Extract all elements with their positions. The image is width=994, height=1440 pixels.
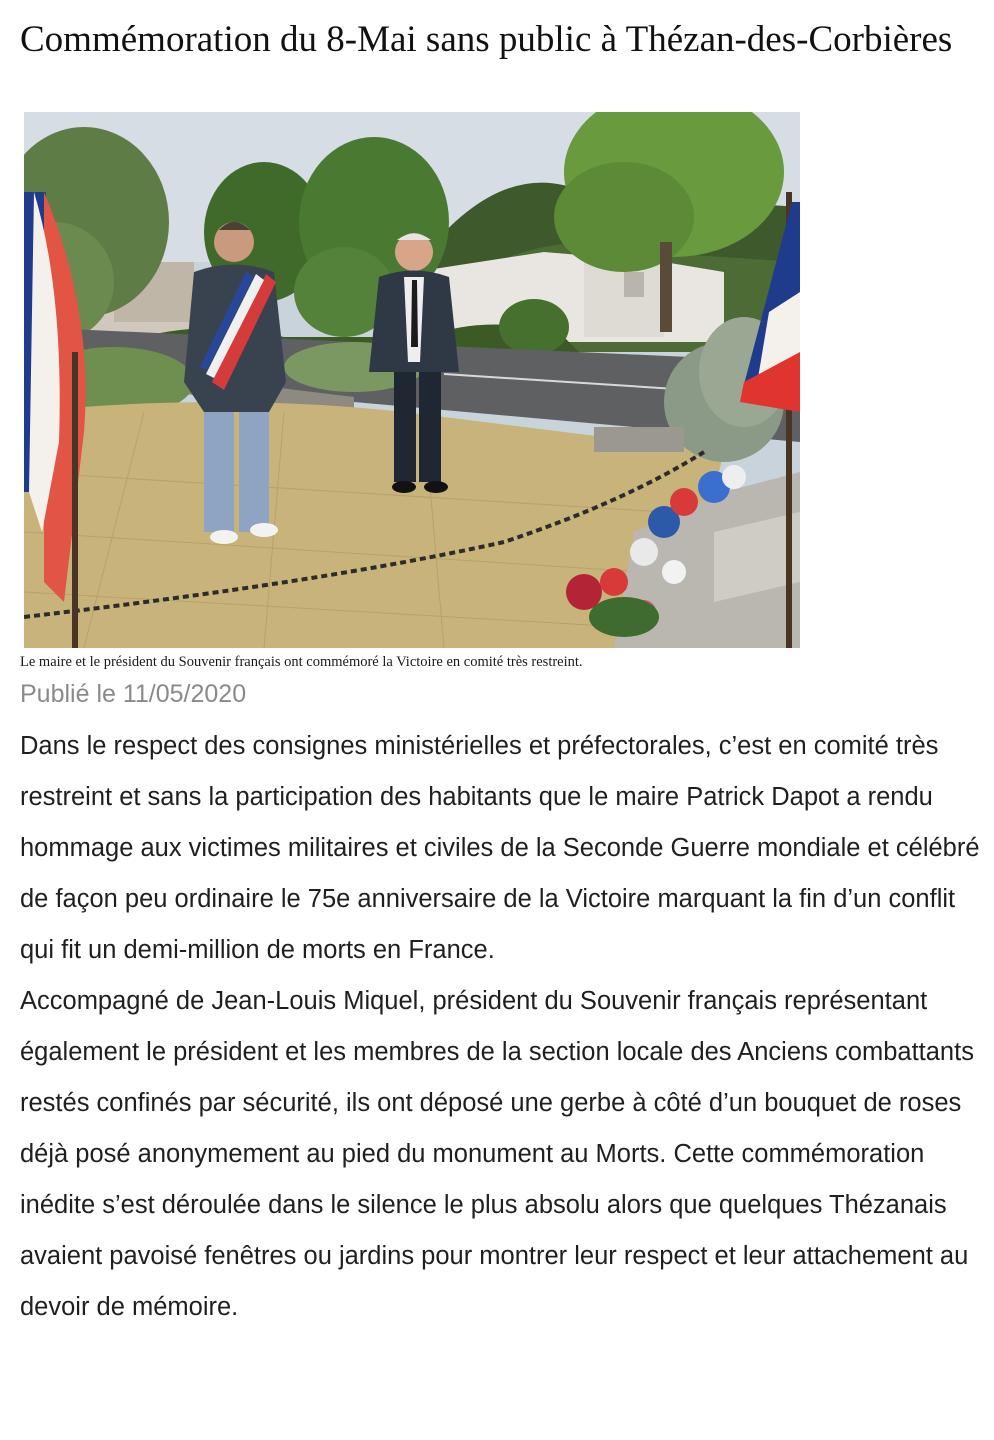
photo-caption: Le maire et le président du Souvenir français ont commémoré la Victoire en comité très restreint.: [20, 654, 583, 670]
article-body: [20, 721, 988, 1333]
article-paragraph: Dans le respect des consignes ministérielles et préfectorales, c’est en comité très restreint et sans la participation des habitants que le maire Patrick Dapot a rendu hommage aux victimes militaires et civiles de la Seconde Guerre mondiale et célébré de façon peu ordinaire le 75e anniversaire de la Victoire marquant la fin d’un conflit qui fit un demi-million de morts en France.: [20, 732, 980, 964]
article-title: Commémoration du 8-Mai sans public à Thézan-des-Corbières: [20, 19, 953, 60]
article-photo: [24, 112, 800, 648]
publication-date: Publié le 11/05/2020: [20, 680, 247, 708]
article-paragraph: Accompagné de Jean-Louis Miquel, président du Souvenir français représentant également le président et les membres de la section locale des Anciens combattants restés confinés par sécurité, ils ont déposé une gerbe à côté d’un bouquet de roses déjà posé anonymement au pied du monument au Morts. Cette commémoration inédite s’est déroulée dans le silence le plus absolu alors que quelques Thézanais avaient pavoisé fenêtres ou jardins pour montrer leur respect et leur attachement au devoir de mémoire.: [20, 987, 974, 1321]
